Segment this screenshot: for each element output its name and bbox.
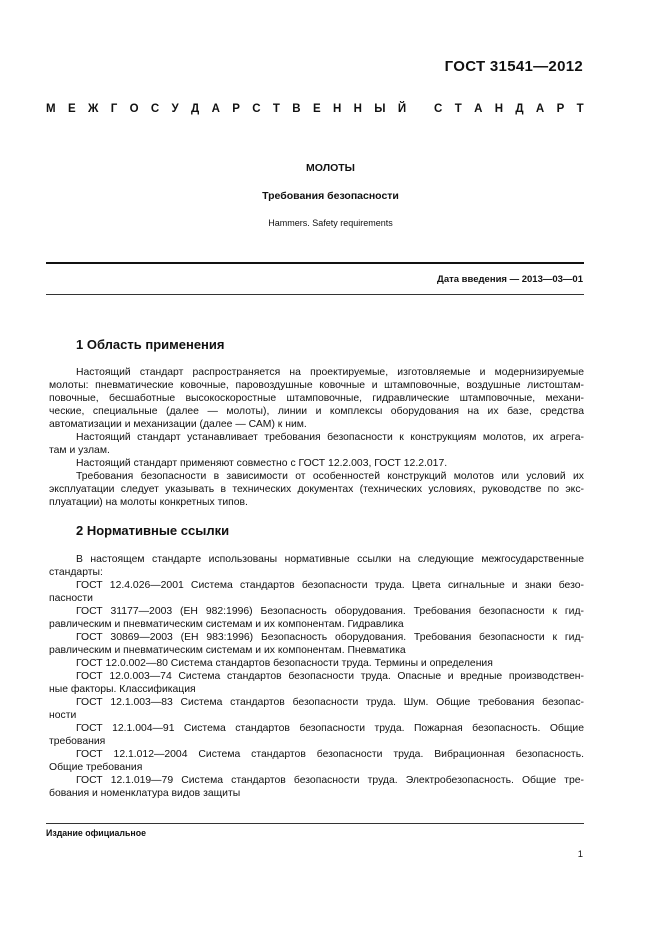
banner-letter: Д: [191, 103, 200, 115]
banner-letter: Т: [576, 103, 584, 115]
banner-letter: А: [211, 103, 220, 115]
text-line: там и узлам.: [49, 445, 110, 456]
banner-letter: Н: [353, 103, 362, 115]
text-line: Настоящий стандарт устанавливает требования безопасности к конструкциям молотов, их агрега-: [76, 432, 584, 443]
banner-letter: Т: [454, 103, 462, 115]
banner-letter: Н: [332, 103, 342, 115]
introduction-date: Дата введения — 2013—03—01: [437, 274, 583, 285]
text-line: повочные, бесшаботные высокоскоростные штамповочные, гидравлические штамповочные, механи-: [49, 393, 584, 404]
document-subtitle-english: Hammers. Safety requirements: [268, 218, 393, 228]
text-line: ные факторы. Классификация: [49, 684, 196, 695]
text-line: ГОСТ 31177—2003 (ЕН 982:1996) Безопасность оборудования. Требования безопасности к гид-: [76, 606, 584, 617]
text-line: молоты: пневматические ковочные, паровоздушные ковочные и штамповочные, воздушные листоштам-: [49, 380, 584, 391]
banner-letter: Р: [232, 103, 240, 115]
banner-letter: Д: [515, 103, 524, 115]
text-line: Настоящий стандарт применяют совместно с ГОСТ 12.2.003, ГОСТ 12.2.017.: [76, 458, 448, 469]
banner-letter: Е: [67, 103, 76, 115]
page-number: 1: [577, 849, 583, 860]
document-code: ГОСТ 31541—2012: [444, 58, 583, 75]
banner-letter: Н: [494, 103, 504, 115]
banner-letter: Ы: [374, 103, 386, 115]
banner-letter: С: [252, 103, 261, 115]
text-line: бования и номенклатура видов защиты: [49, 788, 241, 799]
banner-letter: Г: [110, 103, 118, 115]
text-line: ГОСТ 30869—2003 (ЕН 983:1996) Безопасность оборудования. Требования безопасности к гид-: [76, 632, 584, 643]
text-line: требования: [49, 736, 106, 747]
interstate-standard-banner: [46, 103, 584, 115]
text-line: ГОСТ 12.1.003—83 Система стандартов безопасности труда. Шум. Общие требования безопас-: [76, 697, 584, 708]
banner-letter: Й: [397, 103, 407, 115]
text-line: ГОСТ 12.4.026—2001 Система стандартов безопасности труда. Цвета сигнальные и знаки безо-: [76, 580, 584, 591]
text-line: ГОСТ 12.1.004—91 Система стандартов безопасности труда. Пожарная безопасность. Общие: [76, 723, 584, 734]
text-line: ГОСТ 12.1.012—2004 Система стандартов безопасности труда. Вибрационная безопасность.: [76, 749, 584, 760]
banner-letter: Р: [556, 103, 565, 115]
text-line: Общие требования: [49, 762, 143, 773]
banner-letter: С: [434, 103, 443, 115]
text-line: Требования безопасности в зависимости от особенностей конструкций молотов или условий их: [76, 471, 584, 482]
text-line: ности: [49, 710, 77, 721]
text-line: равлическим и пневматическим системам и их компонентам. Гидравлика: [49, 619, 404, 630]
document-subtitle: Требования безопасности: [262, 190, 399, 202]
text-line: автоматизации и механизации (далее — САМ) к ним.: [49, 419, 307, 430]
official-edition-note: Издание официальное: [46, 828, 146, 838]
text-line: равлическим и пневматическим системам и их компонентам. Пневматика: [49, 645, 406, 656]
text-line: эксплуатации следует указывать в технических документах (технических условиях, руководстве по экс-: [49, 484, 584, 495]
text-line: стандарты:: [49, 567, 103, 578]
banner-letter: Т: [272, 103, 280, 115]
document-title: МОЛОТЫ: [306, 162, 355, 174]
banner-letter: Ж: [87, 103, 99, 115]
date-divider: [46, 294, 584, 295]
banner-letter: М: [46, 103, 56, 115]
banner-gap: [418, 103, 421, 115]
banner-letter: С: [150, 103, 160, 115]
text-line: ГОСТ 12.0.002—80 Система стандартов безопасности труда. Термины и определения: [76, 658, 493, 669]
banner-letter: А: [535, 103, 545, 115]
banner-letter: О: [129, 103, 139, 115]
text-line: пасности: [49, 593, 93, 604]
header-divider: [46, 262, 584, 264]
section-2-heading: 2 Нормативные ссылки: [76, 523, 230, 538]
text-line: ГОСТ 12.1.019—79 Система стандартов безопасности труда. Электробезопасность. Общие тре-: [76, 775, 584, 786]
footer-divider: [46, 823, 584, 824]
banner-letter: Е: [312, 103, 321, 115]
banner-letter: А: [474, 103, 483, 115]
section-1-heading: 1 Область применения: [76, 337, 225, 352]
banner-letter: В: [292, 103, 301, 115]
text-line: плуатации) на молоты конкретных типов.: [49, 497, 248, 508]
text-line: В настоящем стандарте использованы нормативные ссылки на следующие межгосударственные: [76, 554, 584, 565]
text-line: ческие, специальные (далее — молоты), линии и комплексы оборудования на их базе, средства: [49, 406, 584, 417]
banner-letter: У: [171, 103, 179, 115]
text-line: ГОСТ 12.0.003—74 Система стандартов безопасности труда. Опасные и вредные производствен-: [76, 671, 584, 682]
section-2-body: [49, 553, 584, 800]
section-1-body: [49, 366, 584, 509]
text-line: Настоящий стандарт распространяется на проектируемые, изготовляемые и модернизируемые: [76, 367, 584, 378]
